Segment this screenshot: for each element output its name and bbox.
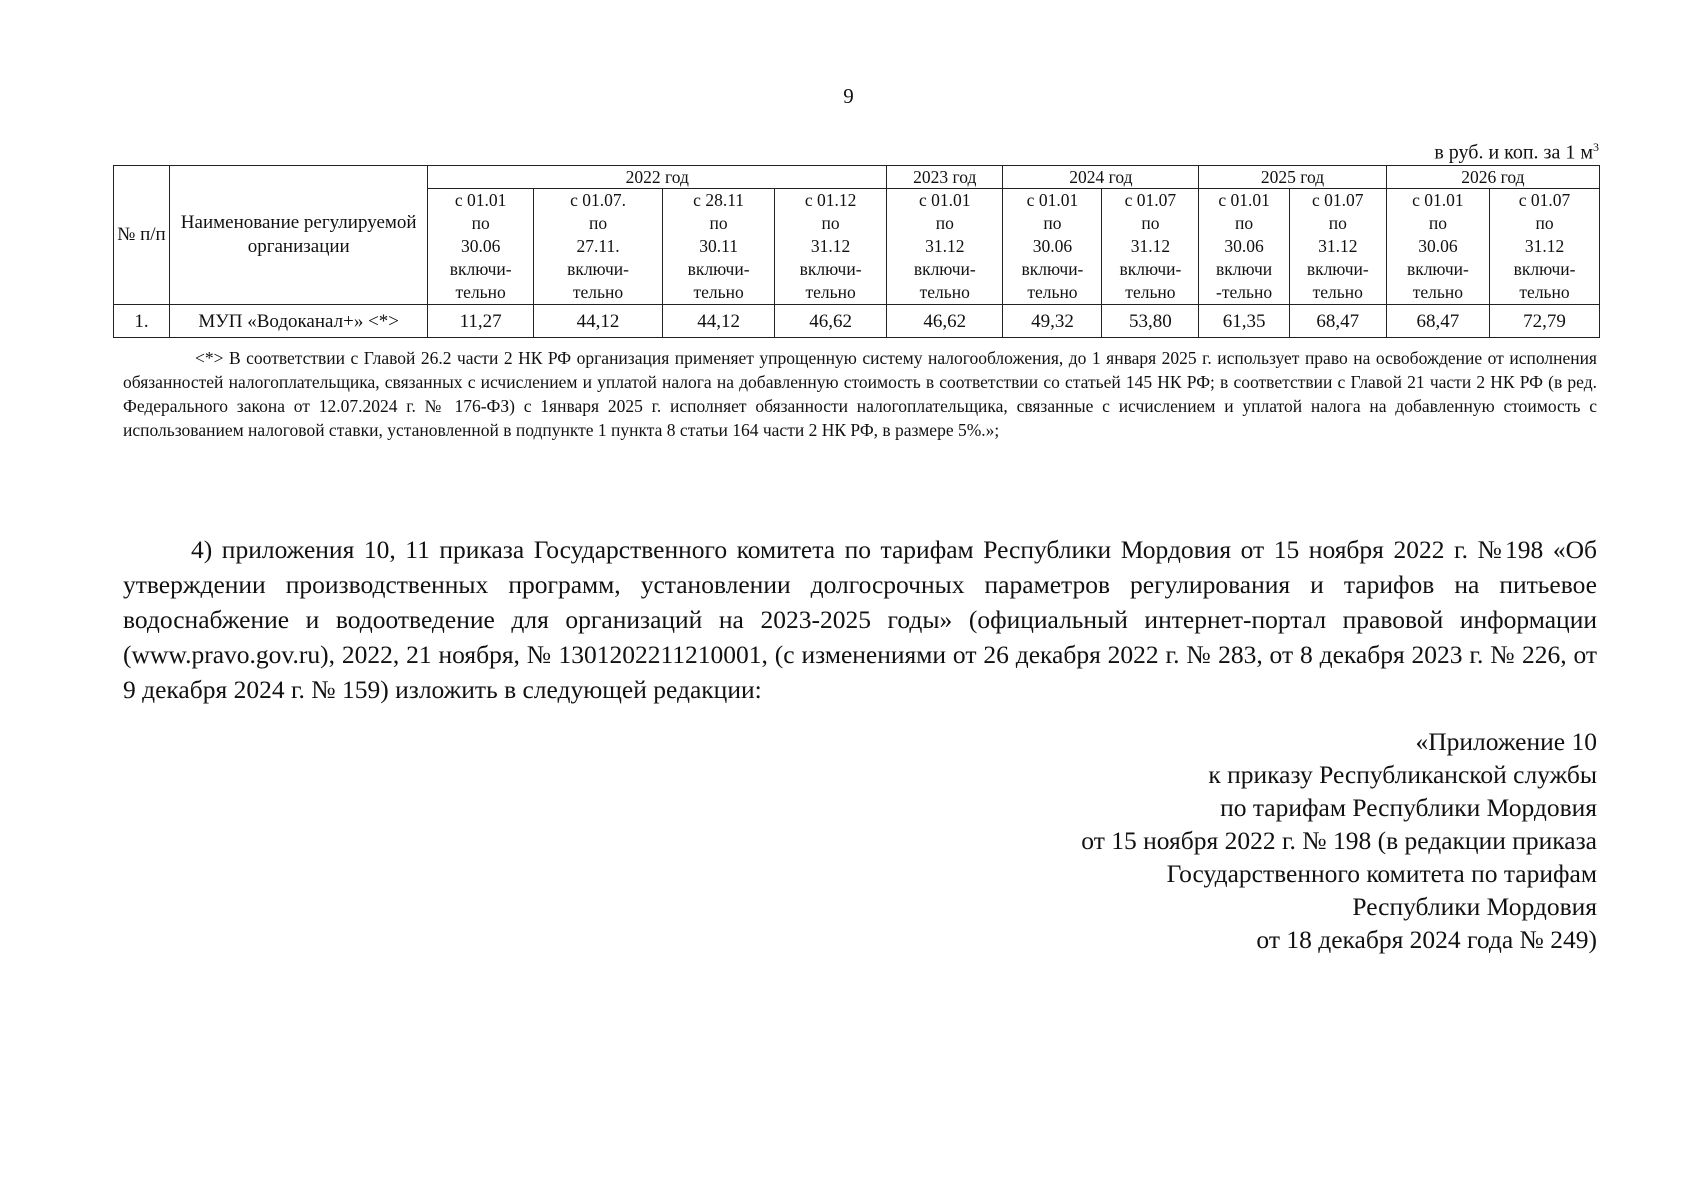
period-line: включи- <box>449 259 512 279</box>
period-line: тельно <box>1312 282 1363 302</box>
period-line: с 01.01 <box>1412 190 1464 210</box>
appendix-header <box>1081 725 1597 956</box>
period-line: 31.12 <box>925 236 965 256</box>
period-line: 31.12 <box>1318 236 1358 256</box>
period-line: с 01.07 <box>1312 190 1364 210</box>
page-number: 9 <box>843 84 854 108</box>
period-header <box>1102 189 1199 305</box>
year-header: 2026 год <box>1386 166 1599 189</box>
period-line: включи- <box>1119 259 1182 279</box>
period-line: по <box>1235 213 1254 233</box>
period-line: с 01.01 <box>1026 190 1079 210</box>
period-line: по <box>935 213 954 233</box>
period-header <box>1289 189 1386 305</box>
appendix-line: Республики Мордовия <box>1352 892 1597 921</box>
period-header <box>1199 189 1289 305</box>
units-superscript: 3 <box>1593 140 1599 154</box>
year-header: 2024 год <box>1003 166 1199 189</box>
tariff-value: 68,47 <box>1386 305 1489 338</box>
tariff-value: 11,27 <box>428 305 534 338</box>
period-line: по <box>1535 213 1554 233</box>
period-line: 30.06 <box>1032 236 1073 256</box>
table-row <box>114 305 1600 338</box>
body-paragraph: 4) приложения 10, 11 приказа Государственного комитета по тарифам Республики Мордовия от 15 ноября 2022 г. №198 «Об утверждении производственных программ, установлении долгосрочных параметров регулирования и тарифов на питьевое водоснабжение и водоотведение для организаций на 2023-2025 годы» (официальный интернет-портал правовой информации (www.pravo.gov.ru), 2022, 21 ноября, № 1301202211210001, (с изменениями от 26 декабря 2022 г. № 283, от 8 декабря 2023 г. № 226, от 9 декабря 2024 г. № 159) изложить в следующей редакции: <box>123 535 1597 704</box>
period-line: включи <box>1216 259 1273 279</box>
col-name-header: Наименование регулируемой организации <box>169 166 427 305</box>
appendix-line: от 15 ноября 2022 г. № 198 (в редакции приказа <box>1081 826 1597 855</box>
period-line: 31.12 <box>810 236 851 256</box>
period-line: по <box>1043 213 1062 233</box>
units-text: в руб. и коп. за 1 м <box>1434 141 1593 164</box>
period-line: по <box>1428 213 1447 233</box>
period-line: с 01.07 <box>1518 190 1571 210</box>
period-line: с 01.01 <box>1218 190 1270 210</box>
appendix-line: «Приложение 10 <box>1415 727 1597 756</box>
period-header <box>533 189 662 305</box>
period-line: тельно <box>455 282 506 302</box>
period-line: включи- <box>1021 259 1084 279</box>
period-line: тельно <box>1412 282 1464 302</box>
period-line: по <box>1141 213 1160 233</box>
period-line: включи- <box>799 259 862 279</box>
footnote: <*> В соответствии с Главой 26.2 части 2 НК РФ организация применяет упрощенную систему налогообложения, до 1 января 2025 г. использует право на освобождение от исполнения обязанностей налогоплательщика, связанных с исчислением и уплатой налога на добавленную стоимость в соответствии со статьей 145 НК РФ; в соответствии с Главой 21 части 2 НК РФ (в ред. Федерального закона от 12.07.2024 г. № 176-ФЗ) с 1января 2025 г. исполняет обязанности налогоплательщика, связанные с исчислением и уплатой налога на добавленную стоимость с использованием налоговой ставки, установленной в подпункте 1 пункта 8 статьи 164 части 2 НК РФ, в размере 5%.»; <box>123 348 1597 440</box>
period-line: тельно <box>1519 282 1570 302</box>
period-line: 31.12 <box>1524 236 1565 256</box>
tariff-value: 44,12 <box>533 305 662 338</box>
period-line: с 28.11 <box>693 190 745 210</box>
period-line: 27.11. <box>576 236 620 256</box>
period-line: включи- <box>913 259 976 279</box>
period-line: тельно <box>1125 282 1176 302</box>
period-line: по <box>471 213 490 233</box>
col-number-header: № п/п <box>114 166 170 305</box>
period-header <box>887 189 1003 305</box>
period-line: включи- <box>1406 259 1469 279</box>
period-header <box>1386 189 1489 305</box>
tariff-value: 49,32 <box>1003 305 1102 338</box>
period-header <box>1490 189 1600 305</box>
period-line: включи- <box>567 259 629 279</box>
period-line: включи- <box>1306 259 1369 279</box>
appendix-line: по тарифам Республики Мордовия <box>1220 793 1597 822</box>
period-line: 31.12 <box>1130 236 1171 256</box>
tariff-value: 61,35 <box>1199 305 1289 338</box>
appendix-line: от 18 декабря 2024 года № 249) <box>1256 925 1597 954</box>
period-line: включи- <box>687 259 750 279</box>
tariff-value: 46,62 <box>887 305 1003 338</box>
period-line: с 01.01 <box>919 190 971 210</box>
period-line: 30.06 <box>460 236 501 256</box>
year-header: 2025 год <box>1199 166 1386 189</box>
period-line: 30.06 <box>1224 236 1264 256</box>
tariff-value: 72,79 <box>1490 305 1600 338</box>
period-line: с 01.07 <box>1124 190 1177 210</box>
appendix-line: к приказу Республиканской службы <box>1208 760 1597 789</box>
tariff-value: 44,12 <box>663 305 775 338</box>
period-line: тельно <box>693 282 744 302</box>
period-header <box>1003 189 1102 305</box>
period-line: с 01.07. <box>570 190 626 210</box>
period-line: 30.06 <box>1418 236 1458 256</box>
period-header <box>428 189 534 305</box>
units-caption <box>1434 140 1599 165</box>
tariff-value: 68,47 <box>1289 305 1386 338</box>
organization-name: МУП «Водоканал+» <*> <box>169 305 427 338</box>
period-line: 30.11 <box>699 236 738 256</box>
period-header <box>775 189 887 305</box>
period-line: -тельно <box>1216 282 1273 302</box>
year-header: 2023 год <box>887 166 1003 189</box>
year-header-row <box>114 166 1600 189</box>
tariff-value: 53,80 <box>1102 305 1199 338</box>
period-line: включи- <box>1513 259 1576 279</box>
period-line: по <box>821 213 840 233</box>
period-line: по <box>709 213 728 233</box>
period-line: с 01.01 <box>454 190 507 210</box>
period-header <box>663 189 775 305</box>
period-line: тельно <box>805 282 856 302</box>
year-header: 2022 год <box>428 166 887 189</box>
period-line: тельно <box>1027 282 1078 302</box>
period-line: с 01.12 <box>804 190 857 210</box>
period-line: по <box>588 213 608 233</box>
tariff-value: 46,62 <box>775 305 887 338</box>
row-number: 1. <box>114 305 170 338</box>
period-line: тельно <box>572 282 624 302</box>
tariff-table <box>113 165 1600 338</box>
appendix-line: Государственного комитета по тарифам <box>1166 859 1597 888</box>
period-line: по <box>1328 213 1347 233</box>
period-line: тельно <box>919 282 970 302</box>
